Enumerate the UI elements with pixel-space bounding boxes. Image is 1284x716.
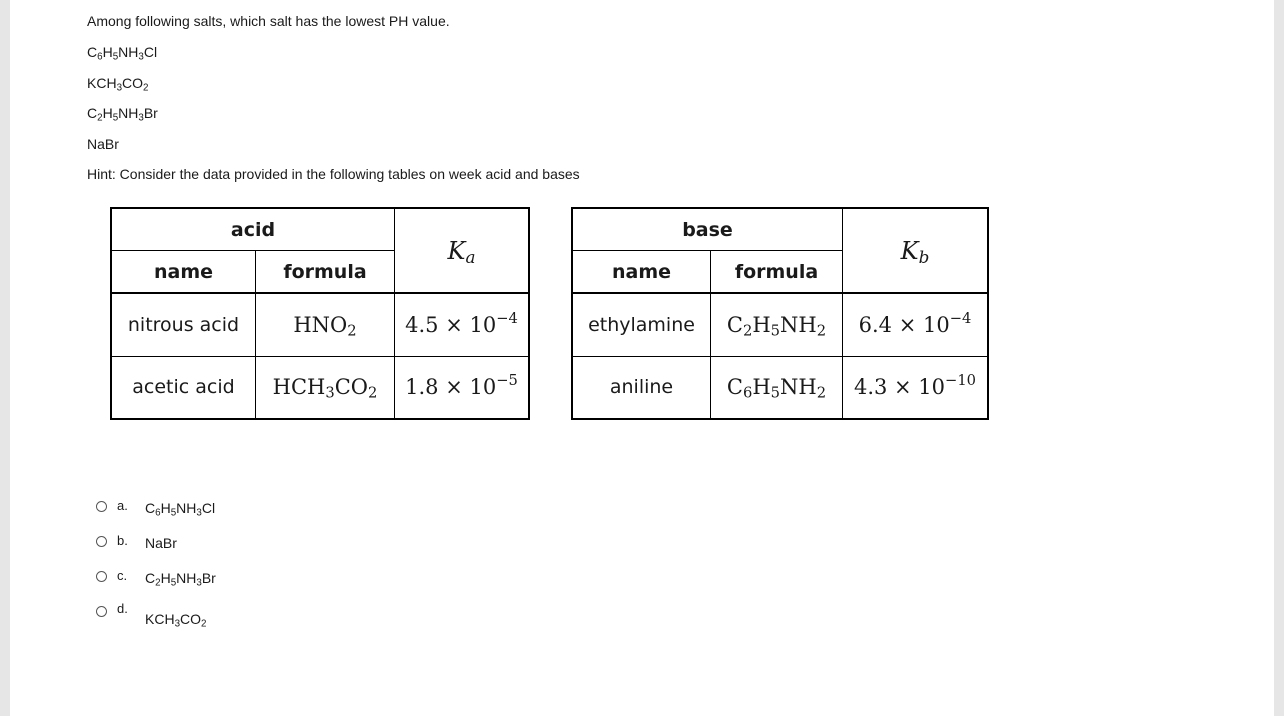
base-name-header: name	[572, 251, 711, 294]
base-name-cell: ethylamine	[572, 293, 711, 356]
ka-header: $K_a$	[395, 208, 530, 293]
base-name-cell: aniline	[572, 356, 711, 419]
base-group-header: base	[572, 208, 843, 251]
base-formula-header: formula	[711, 251, 843, 294]
kb-value-cell: $4.3 \times 10^{-10}$	[843, 356, 989, 419]
radio-button[interactable]	[96, 606, 107, 617]
base-table	[571, 207, 989, 420]
table-row	[111, 293, 529, 356]
table-row	[572, 356, 988, 419]
base-formula-cell: $C_6H_5NH_2$	[711, 356, 843, 419]
option-label: $C_2H_5NH_3Br$	[145, 570, 216, 589]
acid-name-cell: nitrous acid	[111, 293, 256, 356]
table-row	[111, 356, 529, 419]
salt-item: $C_2H_5NH_3Br$	[87, 105, 158, 124]
option-letter: c.	[117, 568, 128, 583]
question-page	[10, 0, 1274, 716]
ka-value-cell: $4.5 \times 10^{-4}$	[395, 293, 530, 356]
base-formula-cell: $C_2H_5NH_2$	[711, 293, 843, 356]
acid-table	[110, 207, 530, 420]
hint-text: Hint: Consider the data provided in the following tables on week acid and bases	[87, 166, 580, 182]
salt-item: NaBr	[87, 136, 119, 152]
radio-button[interactable]	[96, 536, 107, 547]
acid-name-cell: acetic acid	[111, 356, 256, 419]
acid-formula-cell: $HCH_3CO_2$	[256, 356, 395, 419]
option-letter: b.	[117, 533, 128, 548]
option-letter: d.	[117, 601, 128, 616]
table-row	[572, 293, 988, 356]
radio-button[interactable]	[96, 571, 107, 582]
radio-button[interactable]	[96, 501, 107, 512]
salt-item: $C_6H_5NH_3Cl$	[87, 44, 158, 63]
ka-value-cell: $1.8 \times 10^{-5}$	[395, 356, 530, 419]
salt-item: $KCH_3CO_2$	[87, 75, 149, 94]
option-letter: a.	[117, 498, 128, 513]
kb-header: $K_b$	[843, 208, 989, 293]
question-text: Among following salts, which salt has the lowest PH value.	[87, 13, 450, 29]
acid-formula-cell: $HNO_2$	[256, 293, 395, 356]
acid-formula-header: formula	[256, 251, 395, 294]
acid-name-header: name	[111, 251, 256, 294]
option-label: $C_6H_5NH_3Cl$	[145, 500, 216, 519]
option-label: $KCH_3CO_2$	[145, 611, 207, 630]
acid-group-header: acid	[111, 208, 395, 251]
kb-value-cell: $6.4 \times 10^{-4}$	[843, 293, 989, 356]
option-label: NaBr	[145, 535, 177, 551]
